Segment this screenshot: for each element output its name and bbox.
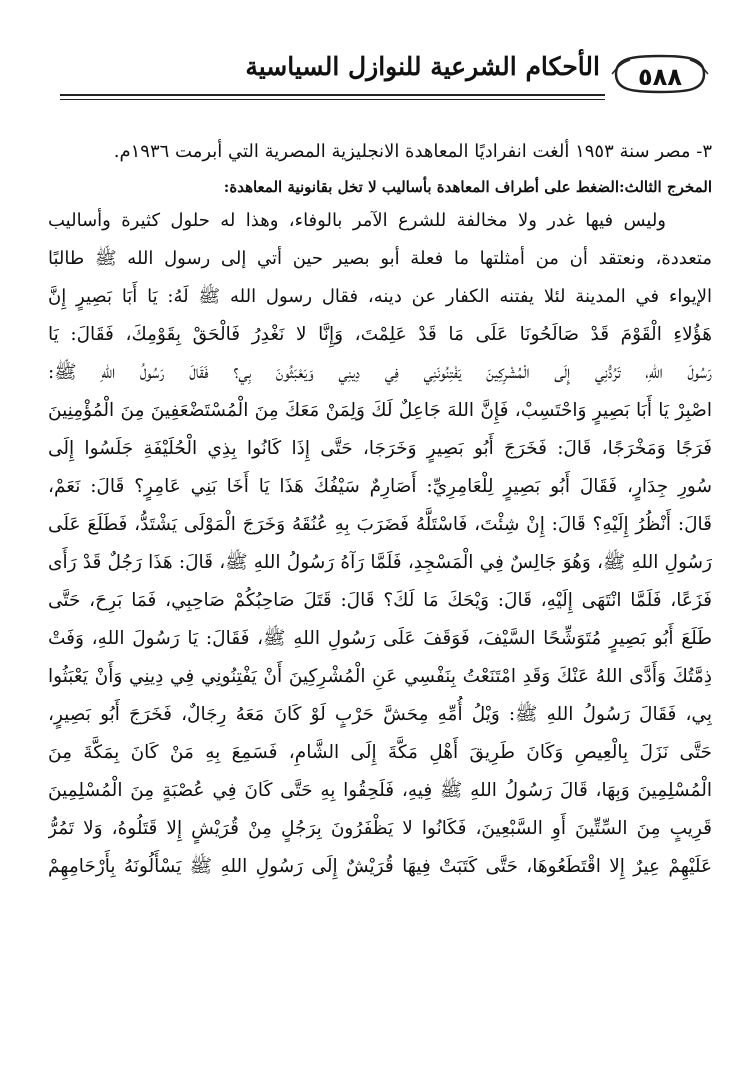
- list-item: ٣- مصر سنة ١٩٥٣ ألغت انفراديًا المعاهدة الانجليزية المصرية التي أبرمت ١٩٣٦م.: [113, 141, 712, 162]
- hadith-line: رَسُولَ اللهِ، تَرُدُّنِي إِلَى الْمُشْرِكِينَ يَفْتِنُونَنِي فِي دِينِي وَيَعْبَثُونَ بِي؟ فَقَالَ رَسُولُ اللهِ ﷺ:: [48, 362, 712, 383]
- hadith-line: رَسُولِ اللهِ ﷺ، وَهُوَ جَالِسٌ فِي الْمَسْجِدِ، فَلَمَّا رَآهُ رَسُولُ اللهِ ﷺ، قَالَ: هَذَا رَجُلٌ قَدْ رَأَى: [48, 552, 712, 573]
- hadith-line: حَتَّى نَزَلَ بِالْعِيصِ وَكَانَ طَرِيقَ أَهْلِ مَكَّةَ إِلَى الشَّامِ، فَسَمِعَ بِهِ مَنْ كَانَ بِمَكَّةَ مِنَ: [48, 742, 712, 763]
- hadith-line: الْمُسْلِمِينَ وَبِهَا، قَالَ رَسُولُ اللهِ ﷺ فِيهِ، فَلَحِقُوا بِهِ حَتَّى كَانَ فِي عُصْبَةٍ مِنَ الْمُسْلِمِينَ: [48, 780, 712, 801]
- page-header: [60, 42, 710, 122]
- hadith-line: قَرِيبٍ مِنَ السِّتِّينَ أَوِ السَّبْعِينَ، فَكَانُوا لا يَظْفَرُونَ بِرَجُلٍ مِنْ قُرَيْشٍ إِلا قَتَلُوهُ، وَلا تَمُرُّ: [48, 818, 712, 839]
- hadith-line: هَؤُلاءِ الْقَوْمَ قَدْ صَالَحُونَا عَلَى مَا قَدْ عَلِمْتَ، وَإِنَّا لا نَغْدِرُ فَالْحَقْ بِقَوْمِكَ، فَقَالَ: يَا: [48, 324, 712, 345]
- hadith-line: اصْبِرْ يَا أَبَا بَصِيرٍ وَاحْتَسِبْ، فَإِنَّ اللهَ جَاعِلٌ لَكَ وَلِمَنْ مَعَكَ مِنَ الْمُسْتَضْعَفِينَ مِنَ الْمُؤْمِنِينَ: [48, 400, 712, 421]
- header-divider: [60, 94, 605, 96]
- hadith-line: طَلَعَ أَبُو بَصِيرٍ مُتَوَشِّحًا السَّيْفَ، فَوَقَفَ عَلَى رَسُولِ اللهِ ﷺ، فَقَالَ: يَا رَسُولَ اللهِ، وَفَتْ: [48, 628, 712, 649]
- header-divider-thin: [60, 99, 605, 100]
- section-heading: المخرج الثالث:الضغط على أطراف المعاهدة بأساليب لا تخل بقانونية المعاهدة:: [223, 178, 712, 196]
- hadith-line: عَلَيْهِمْ عِيرٌ إِلا اقْتَطَعُوهَا، حَتَّى كَتَبَتْ فِيهَا قُرَيْشٌ إِلَى رَسُولِ اللهِ ﷺ يَسْأَلُونَهُ بِأَرْحَامِهِمْ: [48, 856, 712, 877]
- hadith-line: سُورِ جِدَارٍ، فَقَالَ أَبُو بَصِيرٍ لِلْعَامِرِيِّ: أَصَارِمٌ سَيْفُكَ هَذَا يَا أَخَا بَنِي عَامِرٍ؟ قَالَ: نَعَمْ،: [48, 476, 712, 497]
- paragraph-line: الإيواء في المدينة لئلا يفتنه الكفار عن دينه، فقال رسول الله ﷺ لَهُ: يَا أَبَا بَصِيرٍ إِنَّ: [48, 286, 712, 307]
- page-body: [48, 132, 712, 886]
- hadith-line: فَزَعًا، فَلَمَّا انْتَهَى إِلَيْهِ، قَالَ: وَيْحَكَ مَا لَكَ؟ قَالَ: قَتَلَ صَاحِبُكُمْ صَاحِبِي، فَمَا بَرِحَ، حَتَّى: [48, 590, 712, 611]
- hadith-line: ذِمَّتُكَ وَأَدَّى اللهُ عَنْكَ وَقَدِ امْتَنَعْتُ بِنَفْسِي عَنِ الْمُشْرِكِينَ أَنْ يَفْتِنُونِي فِي دِينِي وَأَنْ يَعْبَثُوا: [48, 666, 712, 687]
- hadith-line: فَرَجًا وَمَخْرَجًا، قَالَ: فَخَرَجَ أَبُو بَصِيرٍ وَخَرَجَا، حَتَّى إِذَا كَانُوا بِذِي الْحُلَيْفَةِ جَلَسُوا إِلَى: [48, 438, 712, 459]
- page-number: ٥٨٨: [638, 63, 682, 91]
- page-number-badge: [610, 50, 710, 98]
- paragraph-line: وليس فيها غدر ولا مخالفة للشرع الآمر بالوفاء، وهذا له حلول كثيرة وأساليب: [48, 210, 666, 231]
- hadith-line: بِي، فَقَالَ رَسُولُ اللهِ ﷺ: وَيْلُ أُمِّهِ مِحَشَّ حَرْبٍ لَوْ كَانَ مَعَهُ رِجَالٌ، فَخَرَجَ أَبُو بَصِيرٍ،: [48, 704, 712, 725]
- paragraph-line: متعددة، ونعتقد أن من أمثلتها ما فعلة أبو بصير حين أتي إلى رسول الله ﷺ طالبًا: [48, 248, 712, 269]
- hadith-line: قَالَ: أَنْظُرُ إِلَيْهِ؟ قَالَ: إِنْ شِئْتَ، فَاسْتَلَّهُ فَضَرَبَ بِهِ عُنُقَهُ وَخَرَجَ الْمَوْلَى يَشْتَدُّ، فَطَلَعَ عَلَى: [48, 514, 712, 535]
- book-title: الأحكام الشرعية للنوازل السياسية: [245, 52, 600, 81]
